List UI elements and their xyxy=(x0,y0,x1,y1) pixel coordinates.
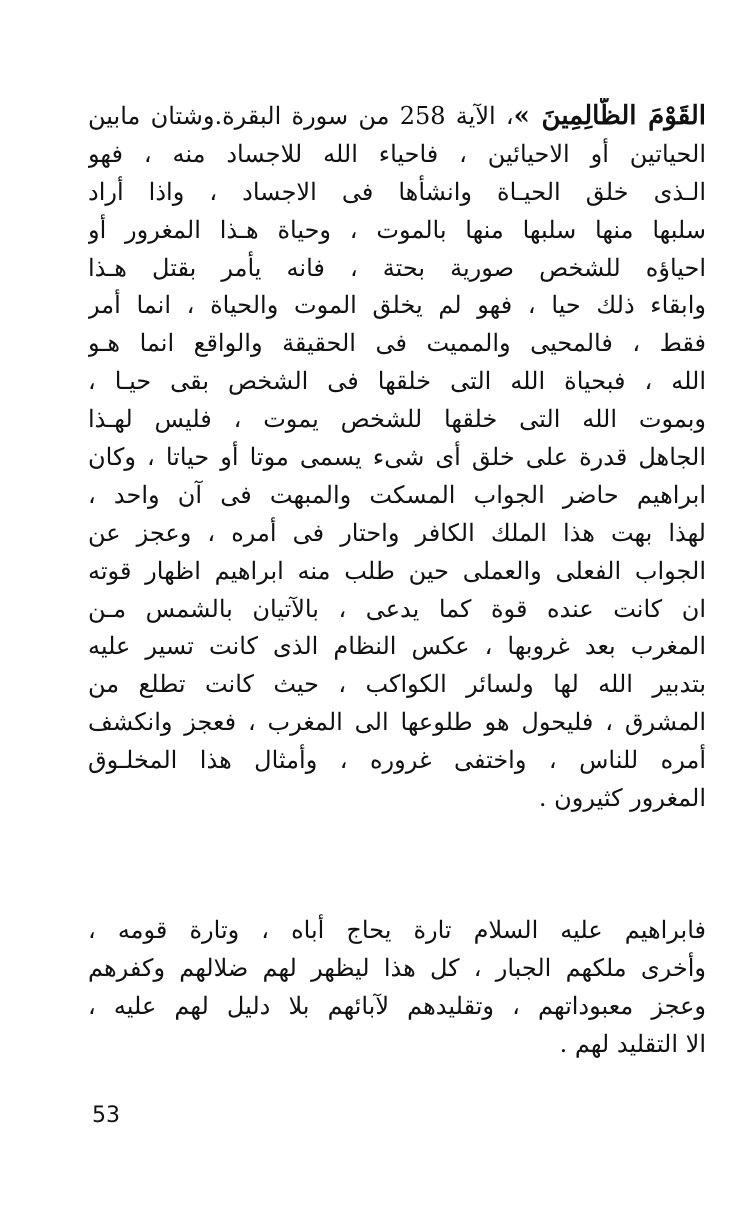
text-line: سلبها منها سلبها منها بالموت ، وحياة هـذا المغرور أو xyxy=(88,215,706,244)
paragraph-2 xyxy=(88,912,706,1064)
text-line: المغرب بعد غروبها ، عكس النظام الذى كانت تسير عليه xyxy=(88,632,706,661)
text-line: القَوْمَ الظَّالِمِينَ »، الآية 258 من سورة البقرة.وشتان مابين xyxy=(88,101,706,131)
text-line: المشرق ، فليحول هو طلوعها الى المغرب ، فعجز وانكشف xyxy=(88,708,706,737)
text-line: لهذا بهت هذا الملك الكافر واحتار فى أمره ، وعجز عن xyxy=(88,518,706,547)
text-line: وبموت الله التى خلقها للشخص يموت ، فليس لهـذا xyxy=(88,405,706,434)
text-line: احياؤه للشخص صورية بحتة ، فانه يأمر بقتل هـذا xyxy=(88,253,706,282)
text-line: وابقاء ذلك حيا ، فهو لم يخلق الموت والحياة ، انما أمر xyxy=(88,291,706,320)
text-line: الجواب الفعلى والعملى حين طلب منه ابراهيم اظهار قوته xyxy=(88,556,706,585)
text-line: وأخرى ملكهم الجبار ، كل هذا ليظهر لهم ضلالهم وكفرهم xyxy=(88,953,706,982)
text-line: الا التقليد لهم . xyxy=(559,1029,706,1058)
text-line: ان كانت عنده قوة كما يدعى ، بالآتيان بالشمس مـن xyxy=(88,594,706,623)
text-line: الجاهل قدرة على خلق أى شىء يسمى موتا أو حياتا ، وكان xyxy=(88,443,706,472)
text-line: أمره للناس ، واختفى غروره ، وأمثال هذا المخلـوق xyxy=(88,746,706,775)
text-line: فقط ، فالمحيى والمميت فى الحقيقة والواقع انما هـو xyxy=(88,329,706,358)
text-line: الله ، فبحياة الله التى خلقها فى الشخص بقى حيـا ، xyxy=(88,367,706,396)
text-line: فابراهيم عليه السلام تارة يحاج أباه ، وتارة قومه ، xyxy=(88,916,706,944)
line-text: الآية 258 من سورة البقرة.وشتان مابين xyxy=(88,102,496,130)
text-line: الحياتين أو الاحيائين ، فاحياء الله للاجساد منه ، فهو xyxy=(88,139,706,168)
text-line: بتدبير الله لها ولسائر الكواكب ، حيث كانت تطلع من xyxy=(88,670,706,699)
text-line: ابراهيم حاضر الجواب المسكت والمبهت فى آن واحد ، xyxy=(88,480,706,509)
quran-verse-fragment: القَوْمَ الظَّالِمِينَ » xyxy=(513,101,706,131)
text-line: الـذى خلق الحيـاة وانشأها فى الاجساد ، واذا أراد xyxy=(88,177,706,206)
paragraph-1 xyxy=(88,98,706,818)
text-line: وعجز معبوداتهم ، وتقليدهم لآبائهم بلا دليل لهم عليه ، xyxy=(88,991,706,1020)
page-number: 53 xyxy=(92,1103,120,1128)
text-line: المغرور كثيرون . xyxy=(538,784,706,813)
